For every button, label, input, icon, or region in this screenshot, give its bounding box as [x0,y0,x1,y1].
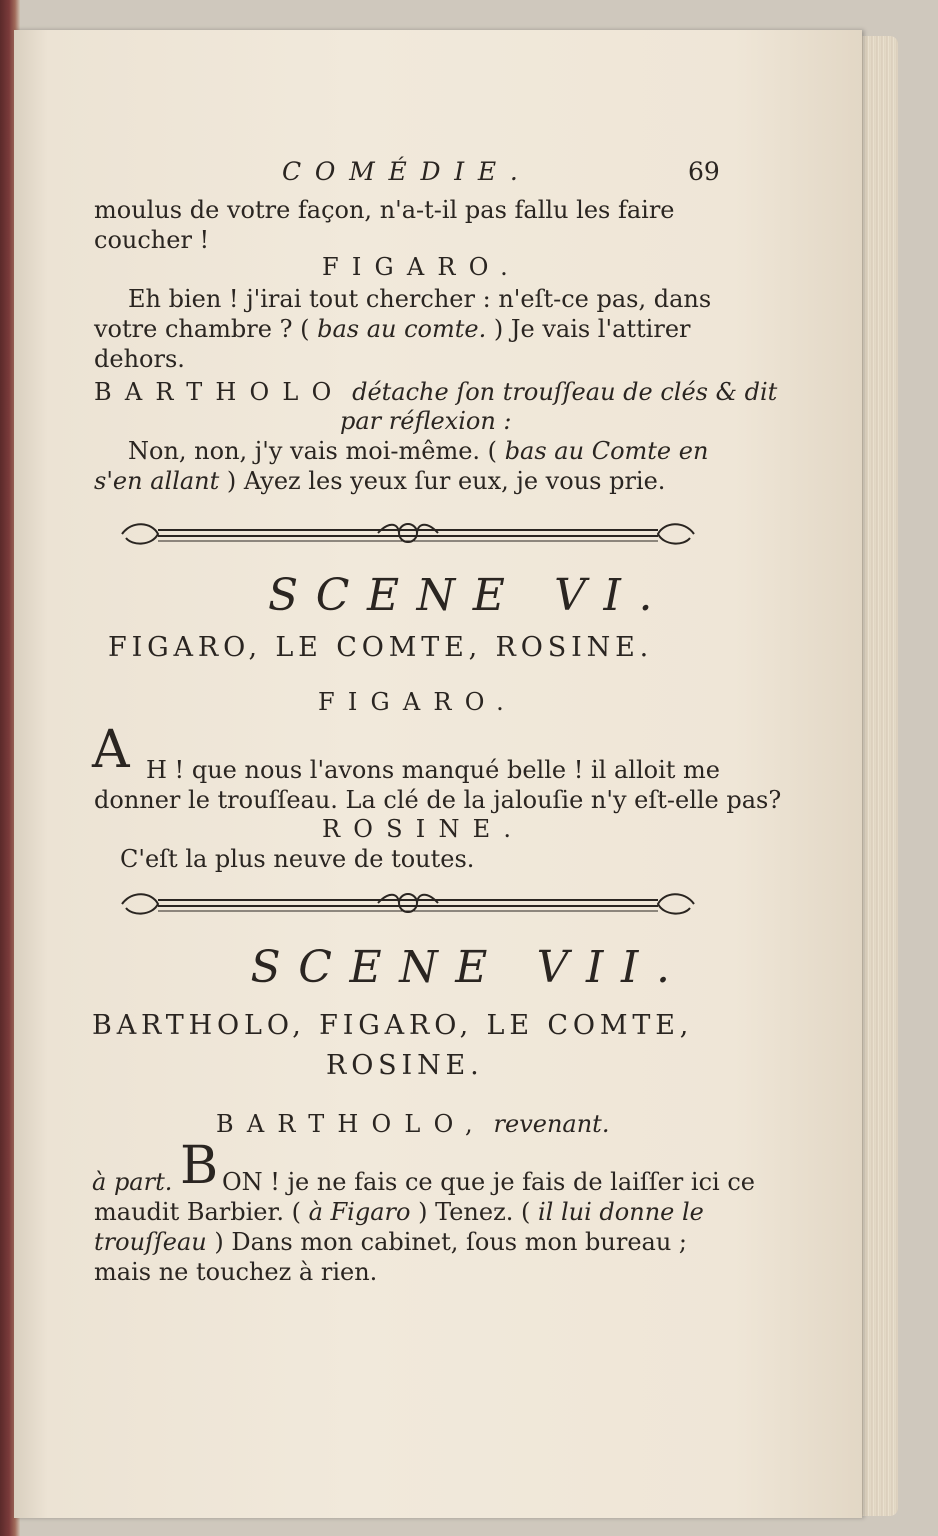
text-line [94,1198,704,1226]
speaker-name: BARTHOLO, [216,1110,486,1138]
text-line: coucher ! [94,226,210,254]
text-line: H ! que nous l'avons manqué belle ! il alloit me [146,756,720,784]
text-line: mais ne touchez à rien. [94,1258,378,1286]
stage-direction: bas au Comte en [504,437,709,465]
stage-direction: à Figaro [308,1198,411,1226]
stage-direction: revenant. [493,1110,610,1138]
text-line: Eh bien ! j'irai tout chercher : n'eſt-ce pas, dans [128,285,712,313]
text-fragment: ) Tenez. ( [418,1198,531,1226]
page-number: 69 [688,157,720,186]
ornamental-rule [118,886,698,922]
text-line [94,1228,687,1256]
text-line [128,437,708,465]
stage-direction: trouſſeau [94,1228,207,1256]
text-line: donner le trouſſeau. La clé de la jalouſie n'y eſt-elle pas? [94,786,782,814]
scene-title: SCENE VII. [250,942,688,993]
scene-title: SCENE VI. [267,570,671,621]
drop-cap: A [92,720,130,780]
text-fragment: ) Dans mon cabinet, ſous mon bureau ; [214,1228,687,1256]
speaker-line [216,1110,609,1138]
text-line: moulus de votre façon, n'a-t-il pas fallu les faire [94,196,675,224]
stage-direction: à part. [92,1168,173,1196]
text-line: dehors. [94,345,185,373]
ornamental-rule [118,516,698,552]
cast-list: BARTHOLO, FIGARO, LE COMTE, [92,1010,694,1041]
text-fragment: Non, non, j'y vais moi-même. ( [128,437,498,465]
speaker-name: BARTHOLO [94,378,345,406]
cast-list: ROSINE. [326,1050,484,1081]
speaker-name: ROSINE. [322,815,525,843]
text-line: C'eſt la plus neuve de toutes. [120,845,475,873]
drop-cap: B [180,1136,219,1196]
text-fragment: votre chambre ? ( [94,315,310,343]
text-fragment: ) Je vais l'attirer [493,315,691,343]
cast-list: FIGARO, LE COMTE, ROSINE. [108,632,654,663]
text-fragment: ) Ayez les yeux ſur eux, je vous prie. [226,467,666,495]
text-line [94,315,691,343]
stage-direction: bas au comte. [317,315,487,343]
speaker-name: FIGARO. [318,688,518,716]
running-head: COMÉDIE. [282,157,532,186]
text-fragment: maudit Barbier. ( [94,1198,301,1226]
stage-direction: s'en allant [94,467,220,495]
speaker-name: FIGARO. [322,253,522,281]
stage-direction: détache ſon trouſſeau de clés & dit [352,378,778,406]
text-line: ON ! je ne fais ce que je fais de laiſſer ici ce [222,1168,755,1196]
stage-direction: il lui donne le [538,1198,704,1226]
text-line [94,467,665,495]
text-line [94,378,777,406]
stage-direction: par réflexion : [340,407,512,435]
